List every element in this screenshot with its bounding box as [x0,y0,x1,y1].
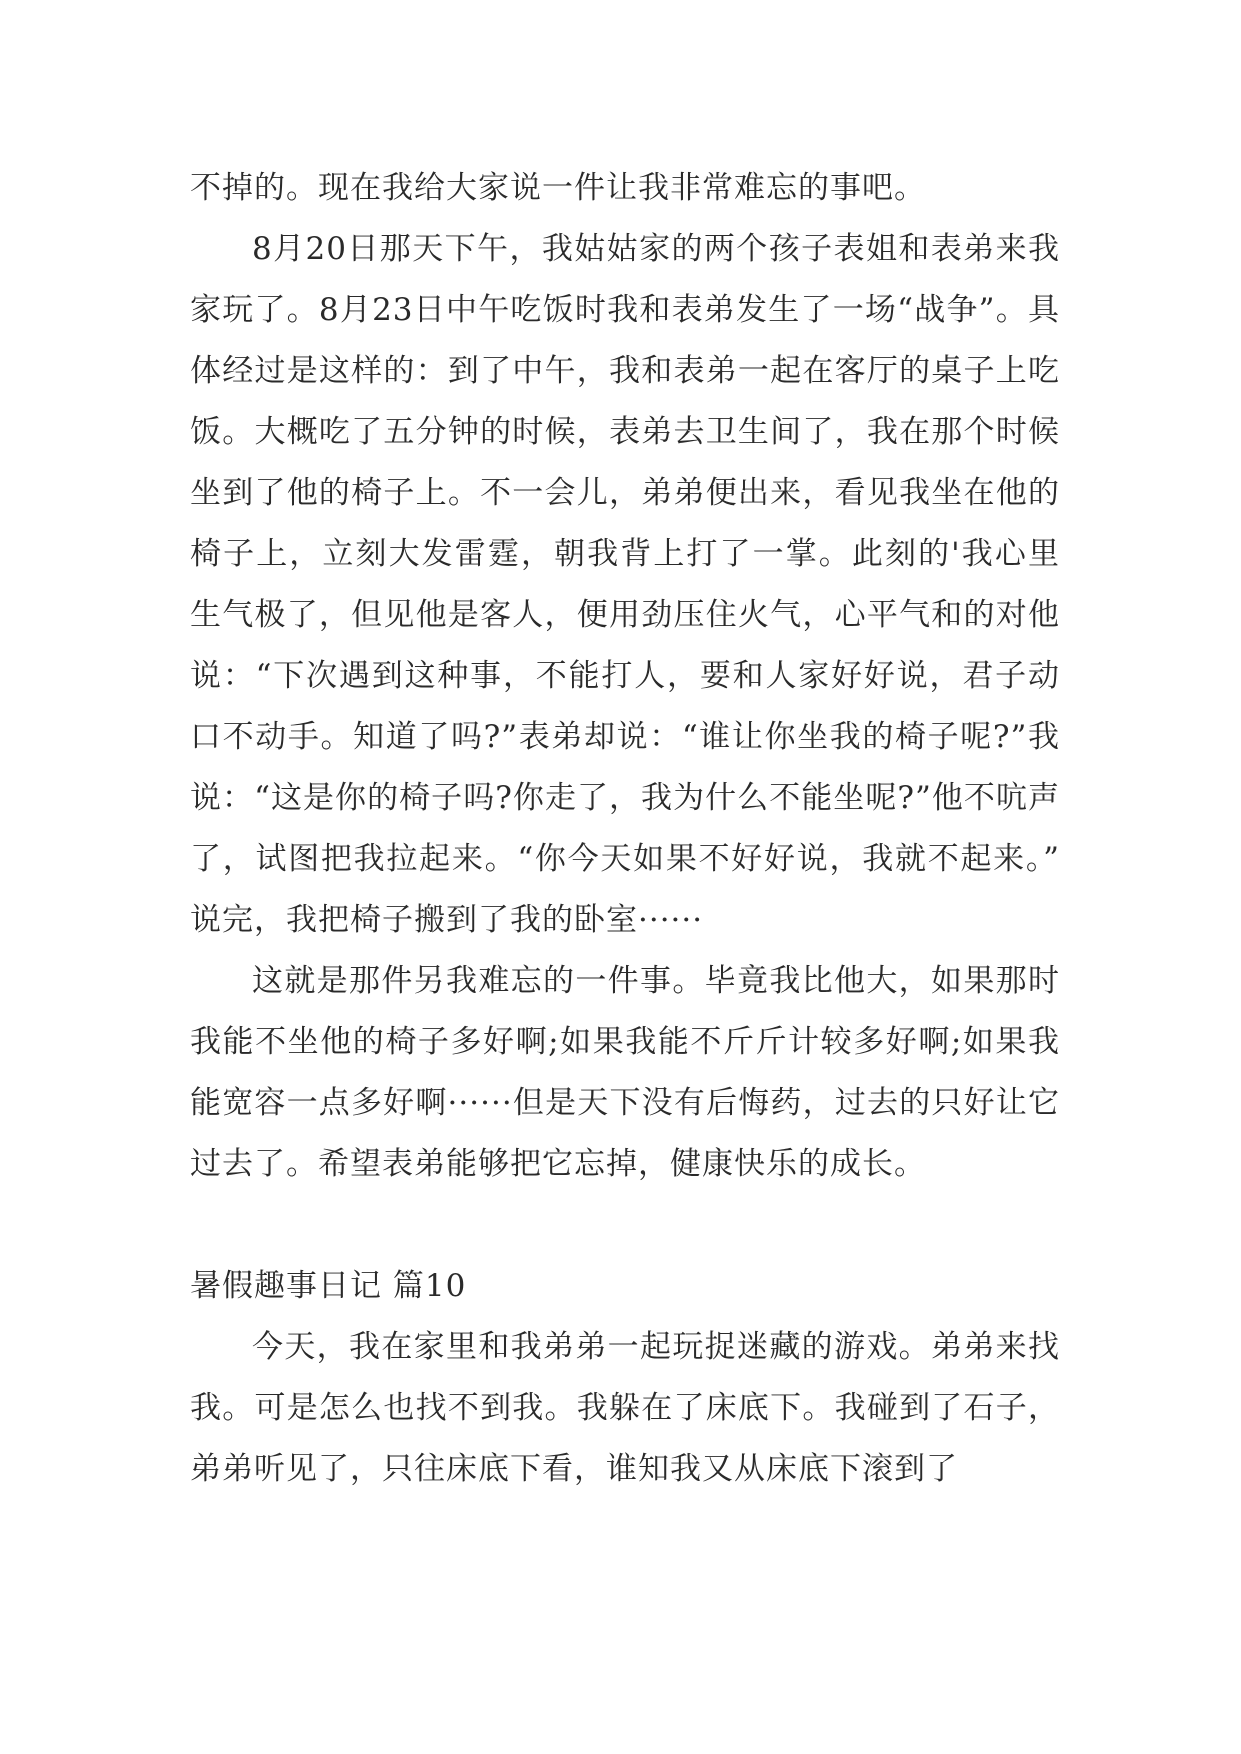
paragraph-continuation: 不掉的。现在我给大家说一件让我非常难忘的事吧。 [190,170,926,206]
paragraph-reflection: 这就是那件另我难忘的一件事。毕竟我比他大，如果那时我能不坐他的椅子多好啊;如果我能不斤斤计较多好啊;如果我能宽容一点多好啊······但是天下没有后悔药，过去的只好让它过去了。希望表弟能够把它忘掉，健康快乐的成长。 [190,963,1060,1182]
section-heading: 暑假趣事日记 篇10 [190,1268,467,1304]
document-body [190,158,1060,1500]
paragraph-entry-10: 今天，我在家里和我弟弟一起玩捉迷藏的游戏。弟弟来找我。可是怎么也找不到我。我躲在了床底下。我碰到了石子，弟弟听见了，只往床底下看，谁知我又从床底下滚到了 [190,1329,1060,1487]
paragraph-story: 8月20日那天下午，我姑姑家的两个孩子表姐和表弟来我家玩了。8月23日中午吃饭时我和表弟发生了一场“战争”。具体经过是这样的：到了中午，我和表弟一起在客厅的桌子上吃饭。大概吃了五分钟的时候，表弟去卫生间了，我在那个时候坐到了他的椅子上。不一会儿，弟弟便出来，看见我坐在他的椅子上，立刻大发雷霆，朝我背上打了一掌。此刻的'我心里生气极了，但见他是客人，便用劲压住火气，心平气和的对他说：“下次遇到这种事，不能打人，要和人家好好说，君子动口不动手。知道了吗?”表弟却说：“谁让你坐我的椅子呢?”我说：“这是你的椅子吗?你走了，我为什么不能坐呢?”他不吭声了，试图把我拉起来。“你今天如果不好好说，我就不起来。”说完，我把椅子搬到了我的卧室······ [190,231,1060,938]
